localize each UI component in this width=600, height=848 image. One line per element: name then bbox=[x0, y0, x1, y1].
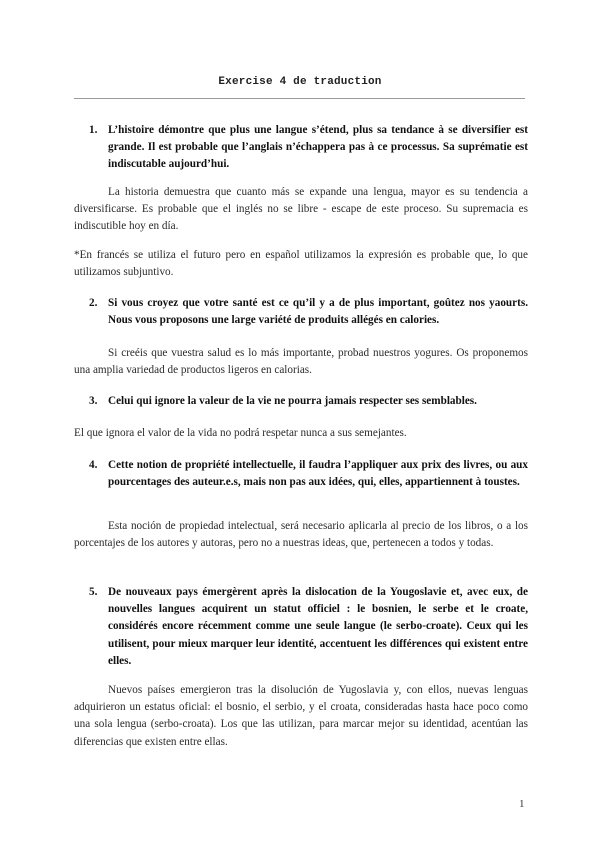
french-sentence-5 bbox=[89, 584, 528, 670]
french-sentence-2 bbox=[89, 295, 528, 329]
french-text: De nouveaux pays émergèrent après la dislocation de la Yougoslavie et, avec eux, de nouvelles langues acquirent un statut officiel : le bosnien, le serbe et le croate, considérés encore récemment comme une seule langue (le serbo-croate). Ceux qui les utilisent, pour mieux marquer leur identité, accentuent les différences qui existent entre elles. bbox=[108, 586, 528, 667]
spanish-translation-5: Nuevos países emergieron tras la disolución de Yugoslavia y, con ellos, nuevas lenguas adquirieron un estatus oficial: el bosnio, el serbio, y el croata, consideradas hasta hace poco como una sola lengua (serbo-croata). Los que las utilizan, para marcar mejor su identidad, acentúan las diferencias que existen entre ellas. bbox=[74, 684, 528, 748]
item-number: 3. bbox=[89, 395, 98, 407]
item-number: 4. bbox=[89, 459, 98, 471]
translation-note: *En francés se utiliza el futuro pero en español utilizamos la expresión es probable que, lo que utilizamos subjuntivo. bbox=[74, 249, 528, 279]
spanish-translation-1: La historia demuestra que cuanto más se expande una lengua, mayor es su tendencia a diversificarse. Es probable que el inglés no se libre - escape de este proceso. Su supremacia es indiscutible hoy en día. bbox=[74, 186, 528, 233]
item-number: 1. bbox=[89, 124, 98, 136]
title-divider bbox=[74, 98, 525, 99]
french-sentence-1 bbox=[89, 122, 528, 174]
french-sentence-4 bbox=[89, 457, 528, 491]
french-text: Si vous croyez que votre santé est ce qu’il y a de plus important, goûtez nos yaourts. Nous vous proposons une large variété de produits allégés en calories. bbox=[108, 297, 528, 327]
item-number: 5. bbox=[89, 586, 98, 598]
french-text: L’histoire démontre que plus une langue s’étend, plus sa tendance à se diversifier est grande. Il est probable que l’anglais n’échappera pas à ce processus. Sa suprématie est indiscutable aujourd’hui. bbox=[108, 124, 528, 171]
spanish-translation-2: Si creéis que vuestra salud es lo más importante, probad nuestros yogures. Os proponemos una amplia variedad de productos ligeros en calorias. bbox=[74, 347, 528, 377]
french-sentence-3 bbox=[89, 393, 528, 410]
page-number: 1 bbox=[519, 798, 525, 810]
item-number: 2. bbox=[89, 297, 98, 309]
document-title: Exercise 4 de traduction bbox=[218, 76, 382, 88]
french-text: Cette notion de propriété intellectuelle, il faudra l’appliquer aux prix des livres, ou aux pourcentages des auteur.e.s, mais non pas aux idées, qui, elles, appartiennent à toustes. bbox=[108, 459, 528, 489]
spanish-translation-4: Esta noción de propiedad intelectual, será necesario aplicarla al precio de los libros, o a los porcentajes de los autores y autoras, pero no a nuestras ideas, que, pertenecen a todos y todas. bbox=[74, 520, 528, 550]
spanish-translation-3: El que ignora el valor de la vida no podrá respetar nunca a sus semejantes. bbox=[74, 427, 407, 439]
french-text: Celui qui ignore la valeur de la vie ne pourra jamais respecter ses semblables. bbox=[108, 395, 477, 407]
